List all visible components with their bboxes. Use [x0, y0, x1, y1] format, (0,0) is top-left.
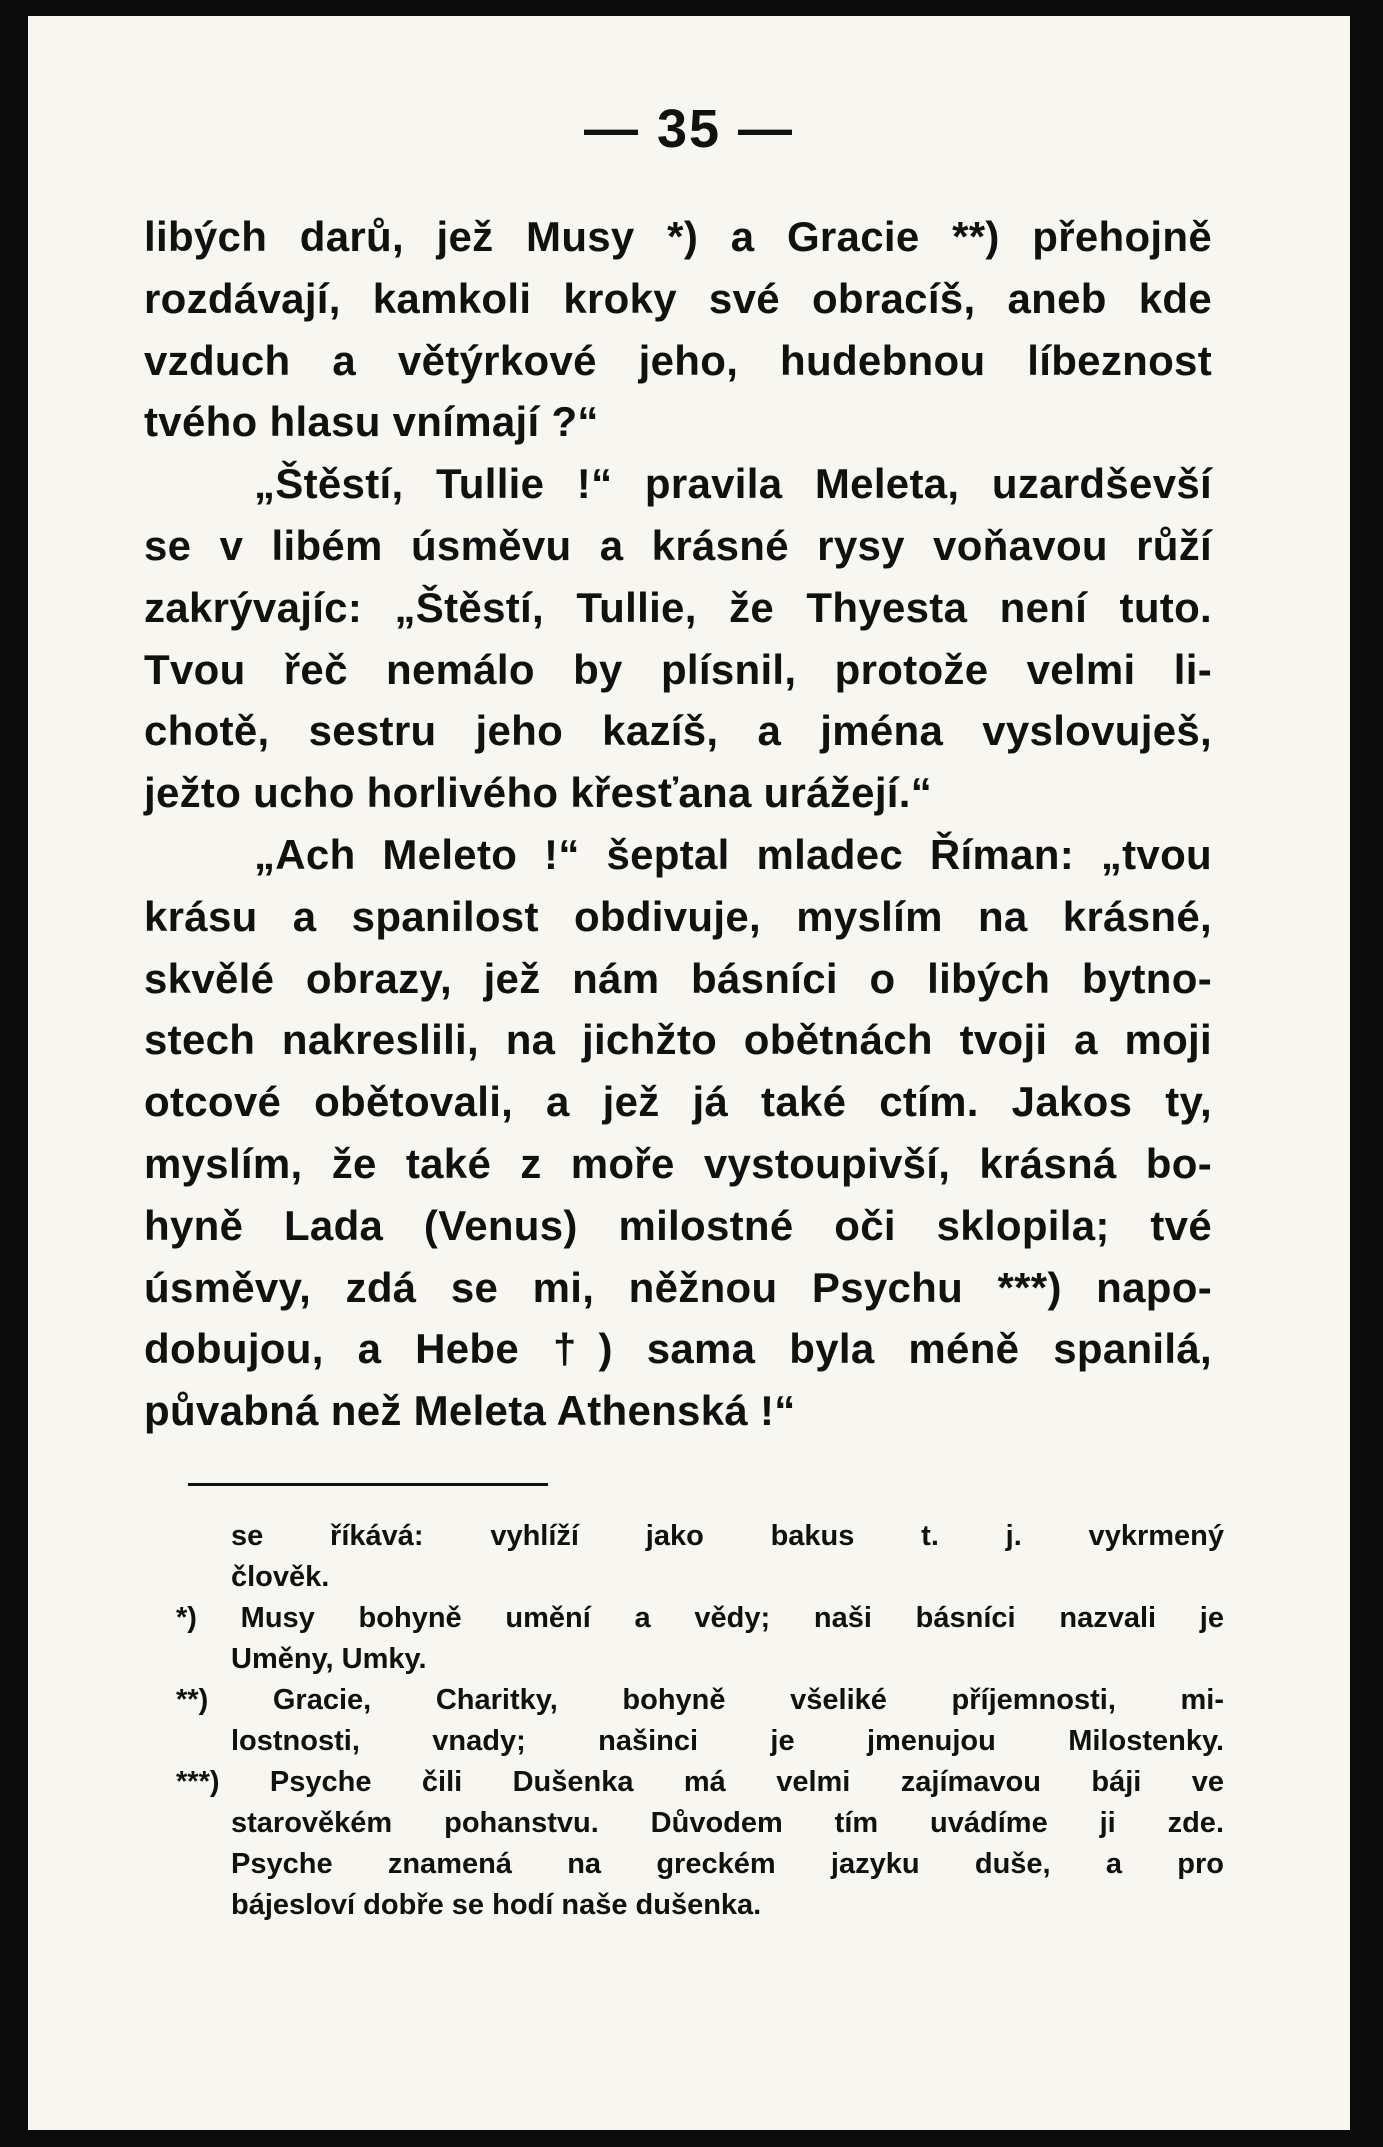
- text-line: půvabná než Meleta Athenská !“: [144, 1387, 796, 1435]
- footnote-rule: [188, 1483, 548, 1486]
- text-line: skvělé obrazy, jež nám básníci o libých bytno-: [144, 954, 1212, 1002]
- text-line: „Štěstí, Tullie !“ pravila Meleta, uzardševší: [254, 460, 1212, 508]
- book-page: [28, 16, 1350, 2130]
- footnote-line: Psyche znamená na greckém jazyku duše, a pro: [231, 1848, 1224, 1880]
- text-line: vzduch a větýrkové jeho, hudebnou líbeznost: [144, 336, 1212, 384]
- footnote-line: **) Gracie, Charitky, bohyně všeliké příjemnosti, mi-: [176, 1684, 1224, 1716]
- footnote-line: ***) Psyche čili Dušenka má velmi zajímavou báji ve: [176, 1766, 1224, 1798]
- text-line: stech nakreslili, na jichžto obětnách tvoji a moji: [144, 1016, 1212, 1064]
- text-line: zakrývajíc: „Štěstí, Tullie, že Thyesta není tuto.: [144, 583, 1212, 631]
- footnote-line: bájesloví dobře se hodí naše dušenka.: [231, 1889, 762, 1921]
- text-line: dobujou, a Hebe †) sama byla méně spanilá,: [144, 1325, 1212, 1373]
- footnote-line: *) Musy bohyně umění a vědy; naši básníci nazvali je: [176, 1602, 1224, 1634]
- text-line: krásu a spanilost obdivuje, myslím na krásné,: [144, 892, 1212, 940]
- text-line: se v libém úsměvu a krásné rysy voňavou růží: [144, 521, 1212, 569]
- footnote-line: starověkém pohanstvu. Důvodem tím uvádíme ji zde.: [231, 1807, 1224, 1839]
- text-line: rozdávají, kamkoli kroky své obracíš, aneb kde: [144, 274, 1212, 322]
- text-line: chotě, sestru jeho kazíš, a jména vyslovuješ,: [144, 707, 1212, 755]
- footnote-line: Uměny, Umky.: [231, 1643, 427, 1675]
- text-line: ježto ucho horlivého křesťana urážejí.“: [144, 769, 933, 817]
- page-number: — 35 —: [583, 99, 795, 159]
- footnotes: [176, 1516, 1224, 1926]
- text-line: hyně Lada (Venus) milostné oči sklopila; tvé: [144, 1201, 1212, 1249]
- text-line: Tvou řeč nemálo by plísnil, protože velmi li-: [144, 645, 1212, 693]
- footnote-line: lostnosti, vnady; našinci je jmenujou Milostenky.: [231, 1725, 1224, 1757]
- body-text: [144, 206, 1212, 1442]
- footnote-line: se říkává: vyhlíží jako bakus t. j. vykrmený: [231, 1520, 1224, 1552]
- footnote-line: člověk.: [231, 1561, 330, 1593]
- text-line: úsměvy, zdá se mi, něžnou Psychu ***) napo-: [144, 1263, 1212, 1311]
- text-line: „Ach Meleto !“ šeptal mladec Říman: „tvou: [254, 830, 1212, 878]
- text-line: libých darů, jež Musy *) a Gracie **) přehojně: [144, 213, 1212, 260]
- text-line: tvého hlasu vnímají ?“: [144, 398, 599, 446]
- text-line: otcové obětovali, a jež já také ctím. Jakos ty,: [144, 1078, 1212, 1126]
- text-line: myslím, že také z moře vystoupivší, krásná bo-: [144, 1139, 1212, 1187]
